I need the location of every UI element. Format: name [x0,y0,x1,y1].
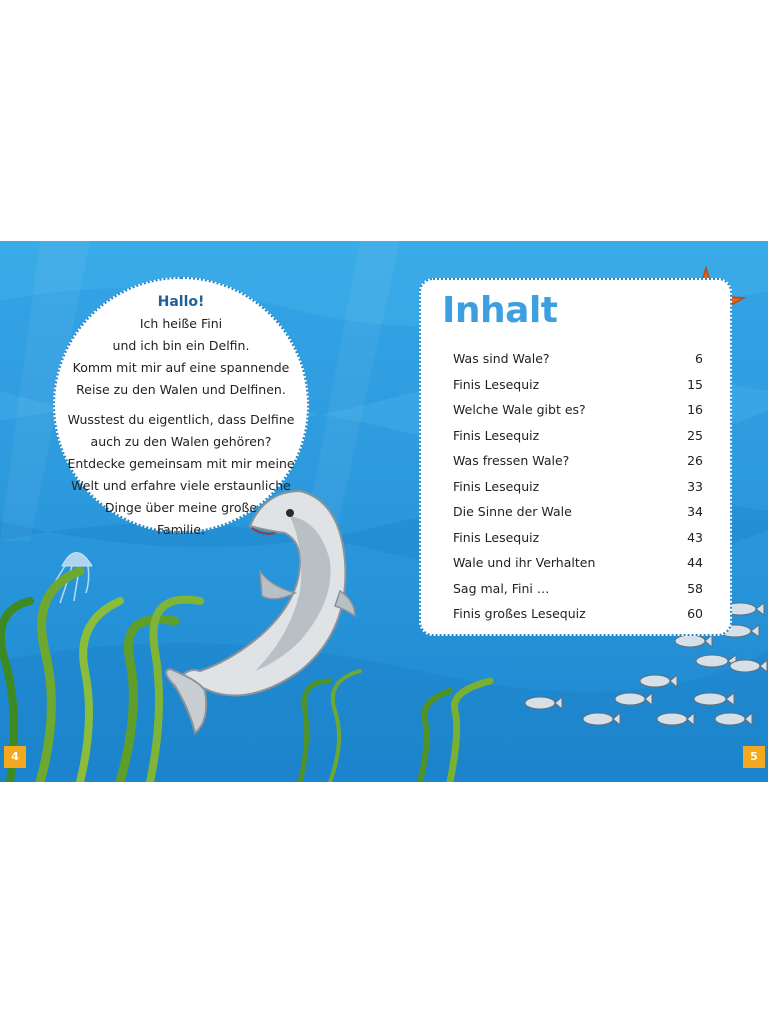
fact-line: auch zu den Walen gehören? [90,434,272,449]
toc-entry[interactable] [453,552,703,578]
toc-entry-page: 44 [687,555,703,570]
table-of-contents [419,278,732,636]
toc-entry-page: 25 [687,427,703,443]
book-spread [0,241,768,782]
speech-bubble [53,277,309,537]
toc-entry[interactable] [453,578,703,604]
toc-entry-page: 34 [687,504,703,519]
toc-entry-title: Finis Lesequiz [453,427,540,443]
fact-line: Familie. [157,522,205,537]
greeting: Hallo! [157,294,205,310]
toc-entry[interactable] [453,348,703,374]
toc-entry[interactable] [453,527,703,553]
toc-entry[interactable] [453,450,703,476]
toc-entry-page: 33 [687,478,703,494]
toc-entry-title: Sag mal, Fini … [453,580,550,596]
toc-entry-title: Was fressen Wale? [453,453,570,468]
toc-list [453,348,703,629]
page-number-right: 5 [743,746,765,768]
toc-title: Inhalt [442,290,558,331]
toc-entry-title: Finis großes Lesequiz [453,606,586,621]
toc-entry-page: 43 [687,529,703,545]
toc-entry[interactable] [453,501,703,527]
fact-line: Entdecke gemeinsam mit mir meine [67,456,295,471]
toc-entry-page: 60 [687,606,703,621]
toc-entry-title: Finis Lesequiz [453,478,540,494]
toc-entry-title: Finis Lesequiz [453,376,540,392]
toc-entry-page: 16 [687,402,703,417]
toc-entry[interactable] [453,374,703,400]
toc-entry[interactable] [453,399,703,425]
toc-entry-page: 6 [695,351,703,366]
toc-entry[interactable] [453,476,703,502]
toc-entry-title: Was sind Wale? [453,351,550,366]
fact-line: Welt und erfahre viele erstaunliche [71,478,291,493]
fact-line: Wusstest du eigentlich, dass Delfine [67,412,295,427]
toc-entry-title: Wale und ihr Verhalten [453,555,596,570]
toc-entry[interactable] [453,425,703,451]
toc-entry-page: 26 [687,453,703,468]
fact-line: Dinge über meine große [104,500,258,515]
toc-entry-title: Finis Lesequiz [453,529,540,545]
page-number-left: 4 [4,746,26,768]
intro-line: und ich bin ein Delfin. [112,338,250,353]
intro-line: Reise zu den Walen und Delfinen. [76,382,286,397]
toc-entry-page: 15 [687,376,703,392]
toc-entry-title: Die Sinne der Wale [453,504,572,519]
intro-line: Komm mit mir auf eine spannende [72,360,290,375]
toc-entry[interactable] [453,603,703,629]
toc-entry-title: Welche Wale gibt es? [453,402,586,417]
intro-line: Ich heiße Fini [139,316,223,331]
toc-entry-page: 58 [687,580,703,596]
